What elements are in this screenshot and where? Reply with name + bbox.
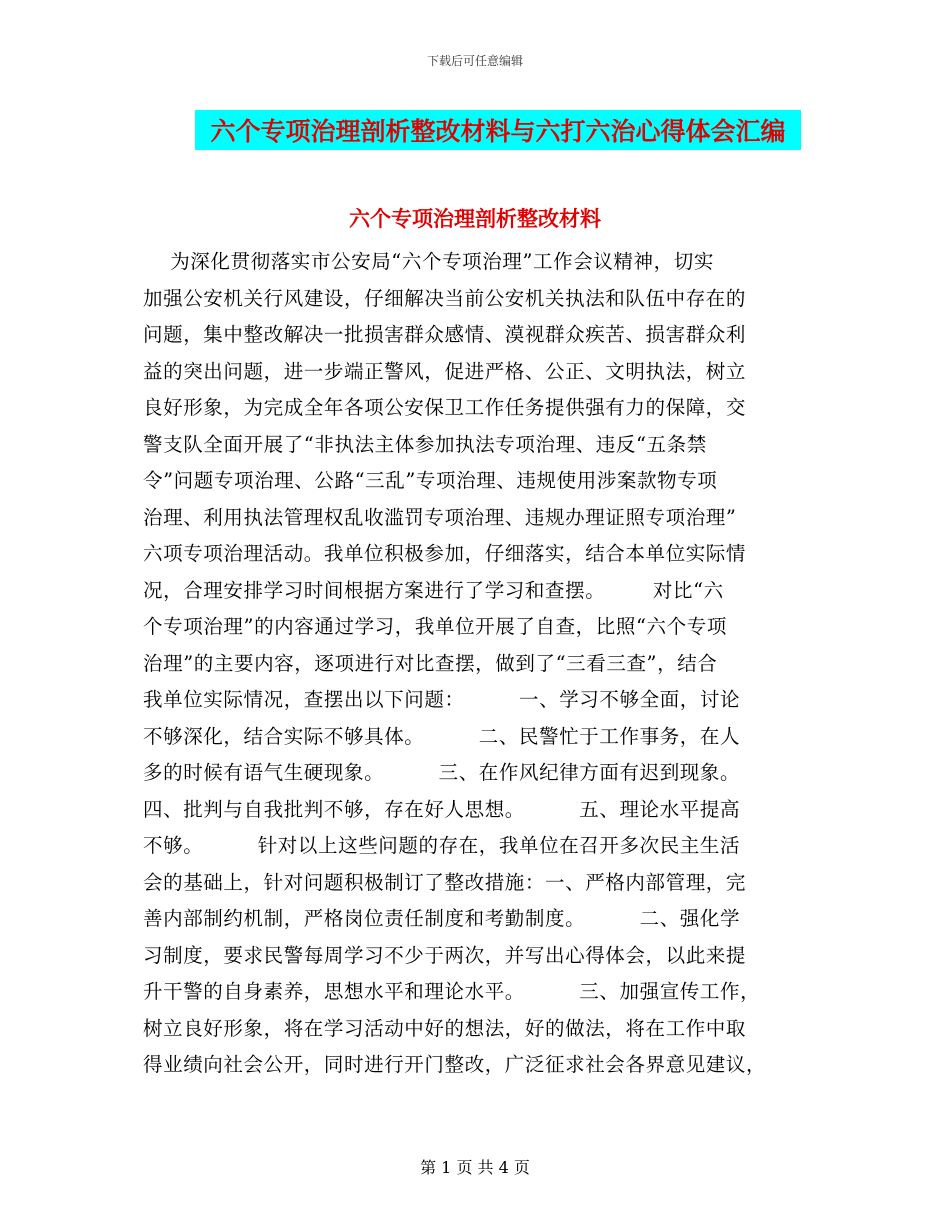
text-line: 令”问题专项治理、公路“三乱”专项治理、违规使用涉案款物专项 (143, 469, 718, 492)
text-line: 不够。 针对以上这些问题的存在，我单位在召开多次民主生活 (143, 834, 741, 857)
text-line: 治理”的主要内容，逐项进行对比查摆，做到了“三看三查”，结合 (143, 651, 718, 675)
text-line: 问题，集中整改解决一批损害群众感情、漠视群众疾苦、损害群众利 (143, 323, 747, 346)
text-line: 良好形象，为完成全年各项公安保卫工作任务提供强有力的保障，交 (143, 396, 747, 419)
text-line: 治理、利用执法管理权乱收滥罚专项治理、违规办理证照专项治理” (143, 505, 737, 529)
text-line: 树立良好形象，将在学习活动中好的想法，好的做法，将在工作中取 (143, 1016, 747, 1040)
text-line: 善内部制约机制，严格岗位责任制度和考勤制度。 二、强化学 (143, 907, 741, 930)
page-header-note: 下载后可任意编辑 (426, 54, 523, 68)
text-line: 六项专项治理活动。我单位积极参加，仔细落实，结合本单位实际情 (143, 542, 747, 565)
section-title: 六个专项治理剖析整改材料 (349, 206, 601, 231)
document-title: 六个专项治理剖析整改材料与六打六治心得体会汇编 (210, 117, 786, 146)
text-line: 为深化贯彻落实市公安局“六个专项治理”工作会议精神，切实 (143, 250, 714, 273)
text-line: 得业绩向社会公开，同时进行开门整改，广泛征求社会各界意见建议， (143, 1053, 767, 1076)
text-line: 四、批判与自我批判不够，存在好人思想。 五、理论水平提高 (143, 797, 741, 821)
text-line: 习制度，要求民警每周学习不少于两次，并写出心得体会，以此来提 (143, 943, 747, 967)
text-line: 益的突出问题，进一步端正警风，促进严格、公正、文明执法，树立 (143, 359, 747, 383)
text-line: 警支队全面开展了“非执法主体参加执法专项治理、违反“五条禁 (143, 432, 707, 456)
page-number: 第 1 页 共 4 页 (420, 1158, 530, 1177)
text-line: 不够深化，结合实际不够具体。 二、民警忙于工作事务，在人 (143, 724, 741, 748)
text-line: 我单位实际情况，查摆出以下问题： 一、学习不够全面，讨论 (143, 688, 741, 711)
text-line: 况，合理安排学习时间根据方案进行了学习和查摆。 对比“六 (143, 578, 724, 602)
text-line: 升干警的自身素养，思想水平和理论水平。 三、加强宣传工作， (143, 980, 761, 1003)
text-line: 会的基础上，针对问题积极制订了整改措施：一、严格内部管理，完 (143, 870, 747, 894)
text-line: 加强公安机关行风建设，仔细解决当前公安机关执法和队伍中存在的 (143, 286, 747, 310)
text-line: 个专项治理”的内容通过学习，我单位开展了自查，比照“六个专项 (143, 615, 727, 638)
text-line: 多的时候有语气生硬现象。 三、在作风纪律方面有迟到现象。 (143, 761, 741, 784)
body-text (143, 244, 803, 1084)
